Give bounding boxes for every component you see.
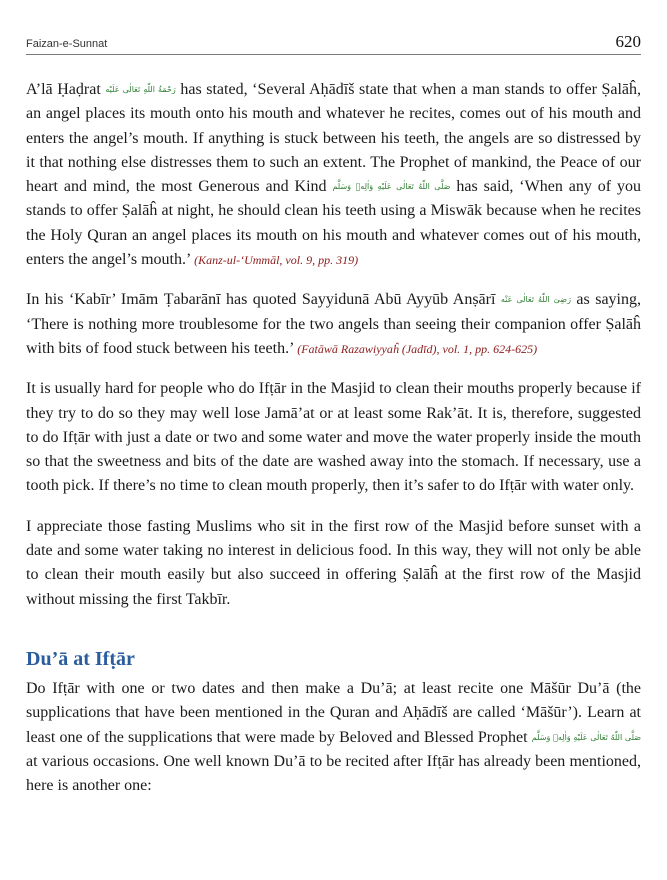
arabic-salutation: صَلَّى اللّٰهُ تَعَالٰى عَلَيْهِ وَاٰلِهٖ وَسَلَّم bbox=[332, 182, 451, 192]
paragraph-text: has said, ‘When any of you stands to offer Ṣalāĥ at night, he should clean his teeth using a Miswāk because when he recites the Holy Quran an angel places its mouth on his mouth and whatever comes out of his mouth, enters the angel’s mouth.’ bbox=[26, 178, 642, 269]
page-number: 620 bbox=[615, 32, 641, 51]
reference-citation: (Fatāwā Razawiyyaĥ (Jadīd), vol. 1, pp. 624-625) bbox=[297, 341, 538, 356]
section-heading: Du’ā at Ifṭār bbox=[26, 647, 135, 670]
arabic-honorific: رَحْمَةُ اللّٰهِ تَعَالٰی عَلَيْه bbox=[105, 85, 176, 94]
paragraph-text: Do Ifṭār with one or two dates and then make a Du’ā; at least recite one Māšūr Du’ā (the supplications that have been mentioned in the Quran and Aḥādīš are called ‘Māšūr’). Learn at least one of the supplications that were made by Beloved and Blessed Prophet bbox=[26, 679, 641, 746]
paragraph-text: In his ‘Kabīr’ Imām Ṭabarānī has quoted Sayyidunā Abū Ayyūb Anṣārī bbox=[26, 291, 496, 309]
page-body bbox=[26, 78, 641, 814]
arabic-salutation: صَلَّى اللّٰهُ تَعَالٰى عَلَيْهِ وَاٰلِهٖ وَسَلَّم bbox=[531, 732, 642, 742]
reference-citation: (Kanz-ul-‘Ummāl, vol. 9, pp. 319) bbox=[194, 253, 359, 268]
paragraph-text: at various occasions. One well known Du’ā to be recited after Ifṭār has already been mentioned, here is another one: bbox=[26, 752, 641, 795]
paragraph-1 bbox=[26, 78, 641, 272]
arabic-honorific: رَضِیَ اللّٰهُ تَعَالٰی عَنْه bbox=[500, 295, 571, 305]
paragraph-text: as saying, ‘There is nothing more troublesome for the two angels than seeing their companion offer Ṣalāĥ with bits of food stuck between his teeth.’ bbox=[26, 291, 641, 357]
paragraph-text: A’lā Ḥaḍrat bbox=[26, 81, 101, 98]
paragraph-text: has stated, ‘Several Aḥādīš state that when a man stands to offer Ṣalāĥ, an angel places its mouth onto his mouth and whatever he recites, comes out of his mouth and enters the angel’s mouth. If anything is stuck between his teeth, the angels are so distressed by it that nothing else distresses them to such an extent. The Prophet of mankind, the Peace of our heart and mind, the most Generous and Kind bbox=[26, 81, 642, 196]
page-header bbox=[26, 30, 641, 55]
book-title: Faizan-e-Sunnat bbox=[26, 38, 108, 50]
paragraph-3: It is usually hard for people who do Ifṭār in the Masjid to clean their mouths properly because if they try to do so they may well lose Jamā’at or at least some Rak’āt. It is, therefore, suggested to do Ifṭār with just a date or two and some water and move the water properly inside the mouth so that the sweetness and bits of the date are washed away into the stomach. If necessary, use a tooth pick. If there’s no time to clean mouth properly, then it’s safer to do Ifṭār with water only. bbox=[26, 380, 641, 495]
paragraph-5 bbox=[26, 677, 641, 798]
paragraph-4: I appreciate those fasting Muslims who sit in the first row of the Masjid before sunset with a date and some water taking no interest in delicious food. In this way, they will not only be able to clean their mouth easily but also succeed in offering Ṣalāĥ at the first row of the Masjid without missing the first Takbīr. bbox=[26, 517, 641, 608]
paragraph-2 bbox=[26, 288, 641, 361]
